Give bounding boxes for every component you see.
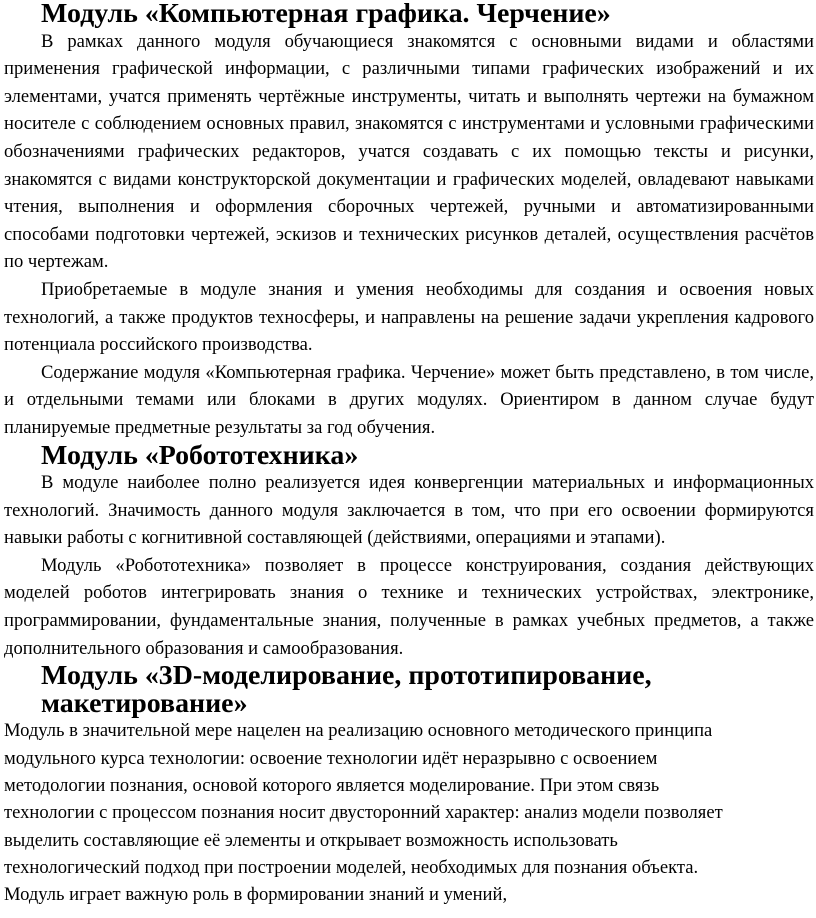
section-heading-robotics: Модуль «Робототехника» — [41, 439, 359, 471]
paragraph-robotics-intro: В модуле наиболее полно реализуется идея конвергенции материальных и информационных технологий. Значимость данного модуля заключается в том, что при его освоении формируются навыки работы с когнитивной составляющей (действиями, операциями и этапами). — [4, 472, 814, 549]
document-page — [4, 0, 814, 909]
paragraph-graphics-skills: Приобретаемые в модуле знания и умения необходимы для создания и освоения новых технологий, а также продуктов техносферы, и направлены на решение задачи укрепления кадрового потенциала российского производства. — [4, 278, 814, 356]
text-line: технологический подход при построении моделей, необходимых для познания объекта. — [4, 856, 699, 878]
paragraph-graphics-content: Содержание модуля «Компьютерная графика. Черчение» может быть представлено, в том числе, и отдельными темами или блоками в других модулях. Ориентиром в данном случае будут планируемые предметные результаты за год обучения. — [4, 361, 814, 438]
paragraph-3d-modeling — [4, 717, 814, 908]
section-heading-graphics: Модуль «Компьютерная графика. Черчение» — [41, 0, 611, 29]
text-line: методологии познания, основой которого является моделирование. При этом связь — [4, 775, 660, 797]
text-line: технологии с процессом познания носит двусторонний характер: анализ модели позволяет — [4, 802, 723, 824]
section-heading-3d-modeling: Модуль «3D-моделирование, прототипирование, макетирование» — [41, 660, 652, 719]
text-line: Модуль в значительной мере нацелен на реализацию основного методического принципа — [4, 720, 713, 742]
paragraph-graphics-intro: В рамках данного модуля обучающиеся знакомятся с основными видами и областями применения графической информации, с различными типами графических изображений и их элементами, учатся применять чертёжные инструменты, читать и выполнять чертежи на бумажном носителе с соблюдением основных правил, знакомятся с инструментами и условными графическими обозначениями графических редакторов, учатся создавать с их помощью тексты и рисунки, знакомятся с видами конструкторской документации и графических моделей, овладевают навыками чтения, выполнения и оформления сборочных чертежей, ручными и автоматизированными способами подготовки чертежей, эскизов и технических рисунков деталей, осуществления расчётов по чертежам. — [4, 30, 814, 273]
text-line: Модуль играет важную роль в формировании знаний и умений, — [4, 884, 508, 906]
text-line: модульного курса технологии: освоение технологии идёт неразрывно с освоением — [4, 747, 658, 769]
paragraph-robotics-integration: Модуль «Робототехника» позволяет в процессе конструирования, создания действующих моделей роботов интегрировать знания о технике и технических устройствах, электронике, программировании, фундаментальные знания, полученные в рамках учебных предметов, а также дополнительного образования и самообразования. — [4, 554, 814, 659]
text-line: выделить составляющие её элементы и открывает возможность использовать — [4, 829, 618, 851]
